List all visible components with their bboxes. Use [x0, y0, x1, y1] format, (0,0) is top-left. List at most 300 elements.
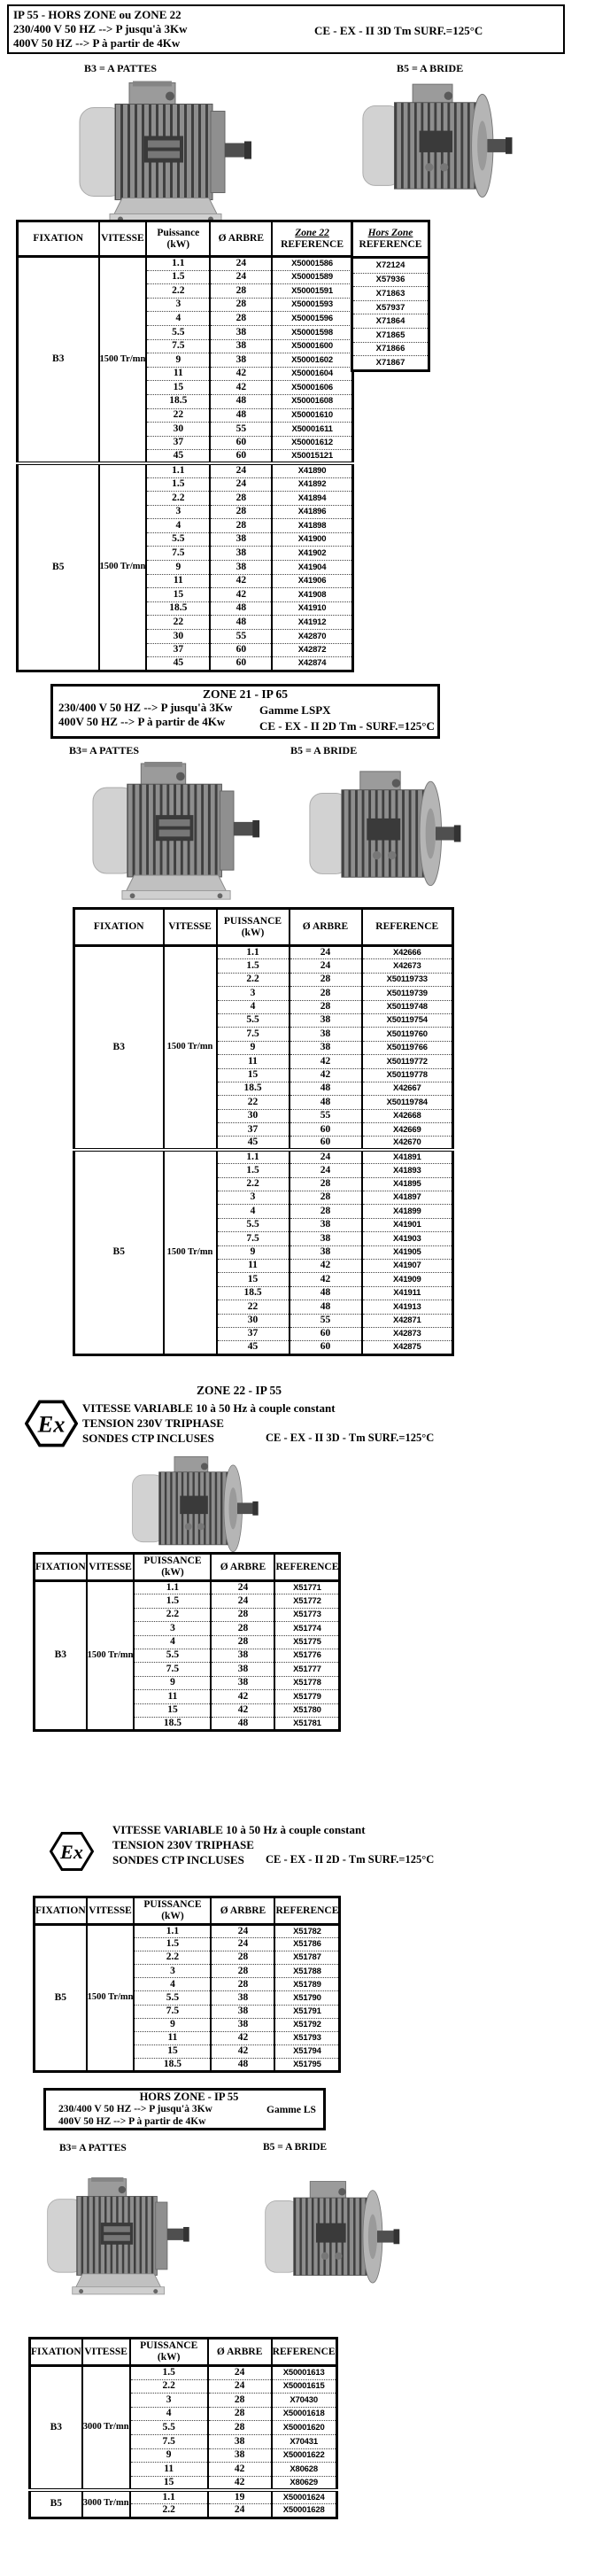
reference-cell: X41912 [272, 616, 352, 630]
reference-cell: X41906 [272, 574, 352, 588]
reference-cell: X42870 [272, 630, 352, 644]
puissance-cell: 18.5 [134, 1717, 211, 1730]
arbre-cell: 38 [211, 1649, 274, 1662]
arbre-cell: 28 [211, 1965, 274, 1978]
arbre-cell: 38 [210, 325, 272, 339]
reference-cell: X41893 [362, 1164, 453, 1177]
hors-zone-reference: X71865 [353, 328, 428, 342]
arbre-cell: 42 [290, 1055, 362, 1068]
arbre-cell: 24 [210, 257, 272, 271]
arbre-cell: 24 [211, 1938, 274, 1951]
reference-cell: X50001591 [272, 284, 352, 299]
arbre-cell: 24 [290, 946, 362, 959]
arbre-cell: 28 [211, 1608, 274, 1621]
arbre-cell: 48 [210, 394, 272, 408]
reference-cell: X51771 [274, 1581, 339, 1594]
puissance-cell: 7.5 [134, 1663, 211, 1676]
arbre-cell: 24 [211, 1594, 274, 1608]
puissance-cell: 1.1 [130, 2490, 208, 2504]
reference-cell: X41904 [272, 561, 352, 575]
puissance-cell: 15 [146, 588, 210, 602]
arbre-cell: 28 [290, 1205, 362, 1218]
column-header: VITESSE [87, 1554, 135, 1581]
arbre-cell: 38 [211, 1991, 274, 2005]
puissance-cell: 30 [217, 1109, 290, 1122]
puissance-cell: 11 [134, 2031, 211, 2045]
arbre-cell: 38 [210, 339, 272, 353]
b3-mount-label: B3= A PATTES [69, 744, 140, 757]
column-header: Ø ARBRE [208, 2339, 272, 2366]
reference-cell: X41894 [272, 492, 352, 506]
zone22-reference-table [16, 220, 354, 672]
vitesse-cell: 1500 Tr/mn [99, 463, 147, 671]
puissance-cell: 3 [217, 1191, 290, 1205]
puissance-cell: 30 [146, 630, 210, 644]
section3-title: ZONE 22 - IP 55 [196, 1384, 282, 1397]
puissance-cell: 1.1 [146, 463, 210, 477]
column-header: REFERENCE [274, 1897, 339, 1925]
b3-mount-label: B3= A PATTES [59, 2143, 127, 2153]
reference-cell: X51773 [274, 1608, 339, 1621]
arbre-cell: 24 [211, 1925, 274, 1938]
reference-cell: X42669 [362, 1123, 453, 1137]
reference-cell: X50001628 [272, 2503, 336, 2518]
column-header: PUISSANCE (kW) [130, 2339, 208, 2366]
b3-mount-label: B3 = A PATTES [84, 62, 158, 74]
column-header: Zone 22 REFERENCE [272, 221, 352, 257]
column-header: Ø ARBRE [210, 221, 272, 257]
puissance-cell: 5.5 [146, 532, 210, 547]
fixation-cell: B5 [18, 463, 99, 671]
vitesse-cell: 1500 Tr/mn [164, 946, 217, 1151]
arbre-cell: 28 [210, 519, 272, 533]
hors-zone-reference: X71867 [353, 355, 428, 369]
arbre-cell: 48 [290, 1300, 362, 1314]
reference-cell: X41911 [362, 1286, 453, 1300]
arbre-cell: 60 [290, 1137, 362, 1150]
reference-cell: X50001600 [272, 339, 352, 353]
puissance-cell: 11 [134, 1690, 211, 1703]
puissance-cell: 11 [217, 1055, 290, 1068]
puissance-cell: 7.5 [217, 1232, 290, 1245]
puissance-cell: 2.2 [130, 2379, 208, 2394]
arbre-cell: 28 [208, 2421, 272, 2435]
section2-header-box [50, 684, 440, 739]
arbre-cell: 60 [290, 1341, 362, 1354]
arbre-cell: 28 [290, 973, 362, 986]
hors-zone-reference: X72124 [375, 260, 405, 271]
column-header: Puissance (kW) [146, 221, 210, 257]
puissance-cell: 1.5 [130, 2366, 208, 2380]
column-header: Ø ARBRE [211, 1897, 274, 1925]
reference-cell: X51790 [274, 1991, 339, 2005]
reference-cell: X42873 [362, 1327, 453, 1340]
puissance-cell: 4 [146, 519, 210, 533]
reference-cell: X51791 [274, 2005, 339, 2018]
reference-cell: X41901 [362, 1218, 453, 1231]
arbre-cell: 42 [290, 1273, 362, 1286]
puissance-cell: 2.2 [217, 973, 290, 986]
puissance-cell: 4 [130, 2407, 208, 2421]
section3-variable-speed-line: VITESSE VARIABLE 10 à 50 Hz à couple constant [82, 1401, 336, 1415]
section1-voltage-line1: 230/400 V 50 HZ --> P jusqu'à 3Kw [13, 22, 188, 35]
reference-cell: X50001620 [272, 2421, 336, 2435]
puissance-cell: 18.5 [217, 1082, 290, 1095]
arbre-cell: 42 [290, 1068, 362, 1082]
puissance-cell: 2.2 [146, 284, 210, 299]
puissance-cell: 22 [146, 408, 210, 423]
arbre-cell: 42 [211, 2031, 274, 2045]
puissance-cell: 4 [134, 1635, 211, 1649]
reference-cell: X51778 [274, 1676, 339, 1689]
section1-header-box [7, 4, 565, 54]
reference-cell: X51781 [274, 1717, 339, 1730]
reference-cell: X50001596 [272, 312, 352, 326]
puissance-cell: 2.2 [134, 1951, 211, 1965]
reference-cell: X41903 [362, 1232, 453, 1245]
column-header: Ø ARBRE [290, 909, 362, 946]
spec-table [33, 1896, 341, 2073]
puissance-cell: 4 [217, 1000, 290, 1013]
puissance-cell: 22 [217, 1300, 290, 1314]
puissance-cell: 1.1 [134, 1581, 211, 1594]
reference-cell: X51780 [274, 1703, 339, 1717]
variable-speed-b5-table [33, 1896, 341, 2073]
puissance-cell: 1.5 [146, 477, 210, 492]
reference-cell: X50119733 [362, 973, 453, 986]
zone21-reference-table [73, 907, 454, 1356]
puissance-cell: 1.5 [134, 1594, 211, 1608]
arbre-cell: 24 [290, 1164, 362, 1177]
column-header: Ø ARBRE [211, 1554, 274, 1581]
section5-title: HORS ZONE - IP 55 [139, 2091, 239, 2103]
column-header: VITESSE [99, 221, 147, 257]
vitesse-cell: 1500 Tr/mn [87, 1925, 135, 2072]
column-header: REFERENCE [274, 1554, 339, 1581]
reference-cell: X50001622 [272, 2448, 336, 2463]
arbre-cell: 48 [210, 408, 272, 423]
reference-cell: X50119784 [362, 1096, 453, 1109]
arbre-cell: 19 [208, 2490, 272, 2504]
table-row [30, 2366, 337, 2380]
reference-cell: X41890 [272, 463, 352, 477]
arbre-cell: 38 [290, 1028, 362, 1041]
reference-cell: X50001618 [272, 2407, 336, 2421]
reference-cell: X42666 [362, 946, 453, 959]
reference-cell: X50119739 [362, 987, 453, 1000]
puissance-cell: 4 [146, 312, 210, 326]
arbre-cell: 28 [208, 2407, 272, 2421]
puissance-cell: 1.5 [134, 1938, 211, 1951]
puissance-cell: 4 [217, 1205, 290, 1218]
variable-speed-b3-table [33, 1552, 341, 1732]
arbre-cell: 48 [211, 2058, 274, 2071]
reference-cell: X80628 [272, 2463, 336, 2477]
header-row [18, 221, 353, 257]
vitesse-cell: 1500 Tr/mn [164, 1150, 217, 1354]
hors-zone-reference: X71864 [353, 314, 428, 328]
header-row [35, 1554, 340, 1581]
arbre-cell: 24 [290, 959, 362, 973]
arbre-cell: 42 [211, 1690, 274, 1703]
section3-probes-line: SONDES CTP INCLUSES [82, 1432, 214, 1445]
arbre-cell: 38 [210, 547, 272, 561]
arbre-cell: 24 [290, 1150, 362, 1163]
fixation-cell: B5 [35, 1925, 87, 2072]
table-row [74, 946, 453, 959]
hors-zone-header: Hors Zone REFERENCE [353, 222, 428, 259]
reference-cell: X50001593 [272, 298, 352, 312]
reference-cell: X41892 [272, 477, 352, 492]
arbre-cell: 60 [210, 450, 272, 464]
reference-cell: X51777 [274, 1663, 339, 1676]
puissance-cell: 9 [130, 2448, 208, 2463]
puissance-cell: 11 [130, 2463, 208, 2477]
arbre-cell: 28 [210, 312, 272, 326]
vitesse-cell: 1500 Tr/mn [87, 1581, 135, 1731]
section5-voltage-line2: 400V 50 HZ --> P à partir de 4Kw [58, 2116, 206, 2127]
puissance-cell: 5.5 [146, 325, 210, 339]
arbre-cell: 24 [210, 463, 272, 477]
puissance-cell: 37 [146, 436, 210, 450]
vitesse-cell: 3000 Tr/mn [82, 2366, 130, 2490]
reference-cell: X51788 [274, 1965, 339, 1978]
header-row [30, 2339, 337, 2366]
arbre-cell: 60 [210, 657, 272, 671]
header-row [35, 1897, 340, 1925]
arbre-cell: 55 [290, 1314, 362, 1327]
spec-table [73, 907, 454, 1356]
puissance-cell: 2.2 [130, 2503, 208, 2518]
reference-cell: X51794 [274, 2045, 339, 2058]
arbre-cell: 38 [210, 561, 272, 575]
motor-flange-mounted-image [131, 1451, 264, 1564]
puissance-cell: 18.5 [146, 394, 210, 408]
arbre-cell: 38 [211, 2005, 274, 2018]
reference-cell: X42673 [362, 959, 453, 973]
section1-certification: CE - EX - II 3D Tm SURF.=125°C [314, 24, 483, 37]
section3-certification: CE - EX - II 3D - Tm SURF.=125°C [266, 1432, 435, 1444]
puissance-cell: 15 [217, 1068, 290, 1082]
arbre-cell: 48 [210, 601, 272, 616]
atex-ex-logo-icon [50, 1827, 94, 1876]
puissance-cell: 9 [217, 1041, 290, 1054]
section5-range: Gamme LS [266, 2105, 316, 2115]
puissance-cell: 3 [134, 1622, 211, 1635]
arbre-cell: 28 [211, 1951, 274, 1965]
header-row [74, 909, 453, 946]
column-header: PUISSANCE (kW) [134, 1554, 211, 1581]
puissance-cell: 45 [146, 450, 210, 464]
puissance-cell: 15 [134, 2045, 211, 2058]
reference-cell: X51782 [274, 1925, 339, 1938]
reference-cell: X41896 [272, 505, 352, 519]
puissance-cell: 1.5 [217, 1164, 290, 1177]
reference-cell: X51786 [274, 1938, 339, 1951]
arbre-cell: 42 [210, 367, 272, 381]
arbre-cell: 42 [211, 1703, 274, 1717]
reference-cell: X70431 [272, 2434, 336, 2448]
reference-cell: X50119772 [362, 1055, 453, 1068]
reference-cell: X50001624 [272, 2490, 336, 2504]
arbre-cell: 28 [211, 1978, 274, 1991]
puissance-cell: 3 [146, 298, 210, 312]
vitesse-cell: 3000 Tr/mn [82, 2490, 130, 2518]
arbre-cell: 48 [211, 1717, 274, 1730]
reference-cell: X42871 [362, 1314, 453, 1327]
arbre-cell: 42 [210, 381, 272, 395]
reference-cell: X42670 [362, 1137, 453, 1150]
reference-cell: X50001611 [272, 423, 352, 437]
b5-mount-label: B5 = A BRIDE [397, 62, 464, 74]
section2-voltage-line1: 230/400 V 50 HZ --> P jusqu'à 3Kw [58, 701, 233, 714]
arbre-cell: 24 [208, 2366, 272, 2380]
puissance-cell: 15 [217, 1273, 290, 1286]
puissance-cell: 3 [134, 1965, 211, 1978]
fixation-cell: B3 [30, 2366, 82, 2490]
arbre-cell: 28 [210, 505, 272, 519]
reference-cell: X51787 [274, 1951, 339, 1965]
puissance-cell: 5.5 [134, 1649, 211, 1662]
vitesse-cell: 1500 Tr/mn [99, 257, 147, 464]
reference-cell: X50001613 [272, 2366, 336, 2380]
spec-table [33, 1552, 341, 1732]
puissance-cell: 18.5 [146, 601, 210, 616]
arbre-cell: 42 [208, 2476, 272, 2490]
column-header: FIXATION [35, 1897, 87, 1925]
reference-cell: X51774 [274, 1622, 339, 1635]
arbre-cell: 28 [290, 1191, 362, 1205]
reference-cell: X41895 [362, 1177, 453, 1191]
hors-zone-reference-column [351, 220, 430, 372]
arbre-cell: 28 [211, 1622, 274, 1635]
reference-cell: X51776 [274, 1649, 339, 1662]
column-header: FIXATION [35, 1554, 87, 1581]
puissance-cell: 5.5 [217, 1013, 290, 1027]
arbre-cell: 38 [208, 2448, 272, 2463]
reference-cell: X51793 [274, 2031, 339, 2045]
puissance-cell: 1.1 [146, 257, 210, 271]
puissance-cell: 18.5 [217, 1286, 290, 1300]
column-header: PUISSANCE (kW) [217, 909, 290, 946]
puissance-cell: 7.5 [130, 2434, 208, 2448]
section2-range: Gamme LSPX [259, 703, 331, 717]
arbre-cell: 55 [290, 1109, 362, 1122]
table-row [30, 2490, 337, 2504]
arbre-cell: 38 [290, 1218, 362, 1231]
puissance-cell: 37 [146, 643, 210, 657]
column-header: PUISSANCE (kW) [134, 1897, 211, 1925]
reference-cell: X41905 [362, 1245, 453, 1259]
puissance-cell: 30 [146, 423, 210, 437]
reference-cell: X50119760 [362, 1028, 453, 1041]
reference-cell: X41897 [362, 1191, 453, 1205]
puissance-cell: 11 [217, 1259, 290, 1272]
puissance-cell: 3 [217, 987, 290, 1000]
reference-cell: X41891 [362, 1150, 453, 1163]
arbre-cell: 28 [290, 987, 362, 1000]
arbre-cell: 24 [210, 477, 272, 492]
reference-cell: X41913 [362, 1300, 453, 1314]
reference-cell: X41908 [272, 588, 352, 602]
arbre-cell: 42 [290, 1259, 362, 1272]
reference-cell: X42872 [272, 643, 352, 657]
arbre-cell: 28 [210, 492, 272, 506]
reference-cell: X50001612 [272, 436, 352, 450]
reference-cell: X51772 [274, 1594, 339, 1608]
puissance-cell: 11 [146, 574, 210, 588]
arbre-cell: 48 [210, 616, 272, 630]
column-header: FIXATION [18, 221, 99, 257]
spec-table [28, 2337, 338, 2519]
fixation-cell: B3 [18, 257, 99, 464]
arbre-cell: 38 [210, 353, 272, 368]
section2-voltage-line2: 400V 50 HZ --> P à partir de 4Kw [58, 715, 226, 728]
puissance-cell: 22 [217, 1096, 290, 1109]
puissance-cell: 7.5 [217, 1028, 290, 1041]
hors-zone-3000rpm-table [28, 2337, 338, 2519]
arbre-cell: 28 [290, 1000, 362, 1013]
puissance-cell: 37 [217, 1123, 290, 1137]
reference-cell: X50119766 [362, 1041, 453, 1054]
fixation-cell: B3 [35, 1581, 87, 1731]
puissance-cell: 3 [130, 2394, 208, 2408]
reference-cell: X51792 [274, 2018, 339, 2031]
puissance-cell: 15 [130, 2476, 208, 2490]
reference-cell: X41899 [362, 1205, 453, 1218]
arbre-cell: 42 [208, 2463, 272, 2477]
puissance-cell: 15 [134, 1703, 211, 1717]
arbre-cell: 60 [290, 1327, 362, 1340]
reference-cell: X41898 [272, 519, 352, 533]
motor-flange-mounted-image [308, 765, 467, 900]
reference-cell: X51789 [274, 1978, 339, 1991]
reference-cell: X51795 [274, 2058, 339, 2071]
motor-foot-mounted-image [46, 2163, 192, 2312]
reference-cell: X50001615 [272, 2379, 336, 2394]
arbre-cell: 42 [210, 574, 272, 588]
puissance-cell: 45 [217, 1137, 290, 1150]
reference-cell: X51779 [274, 1690, 339, 1703]
puissance-cell: 2.2 [134, 1608, 211, 1621]
motor-flange-mounted-image [361, 76, 519, 213]
puissance-cell: 45 [217, 1341, 290, 1354]
table-row [35, 1925, 340, 1938]
b5-mount-label: B5 = A BRIDE [290, 744, 358, 757]
reference-cell: X41907 [362, 1259, 453, 1272]
reference-cell: X50001606 [272, 381, 352, 395]
reference-cell: X41909 [362, 1273, 453, 1286]
puissance-cell: 2.2 [146, 492, 210, 506]
arbre-cell: 28 [208, 2394, 272, 2408]
puissance-cell: 9 [134, 1676, 211, 1689]
spec-table [16, 220, 354, 672]
puissance-cell: 9 [217, 1245, 290, 1259]
arbre-cell: 38 [290, 1041, 362, 1054]
reference-cell: X50001604 [272, 367, 352, 381]
hors-zone-reference: X57936 [353, 273, 428, 287]
reference-cell: X42668 [362, 1109, 453, 1122]
section5-header-box [43, 2088, 326, 2130]
section2-title: ZONE 21 - IP 65 [202, 687, 288, 701]
puissance-cell: 15 [146, 381, 210, 395]
reference-cell: X80629 [272, 2476, 336, 2490]
section2-certification: CE - EX - II 2D Tm - SURF.=125°C [259, 719, 435, 733]
puissance-cell: 9 [146, 353, 210, 368]
arbre-cell: 24 [208, 2503, 272, 2518]
table-row [35, 1581, 340, 1594]
arbre-cell: 38 [211, 1663, 274, 1676]
